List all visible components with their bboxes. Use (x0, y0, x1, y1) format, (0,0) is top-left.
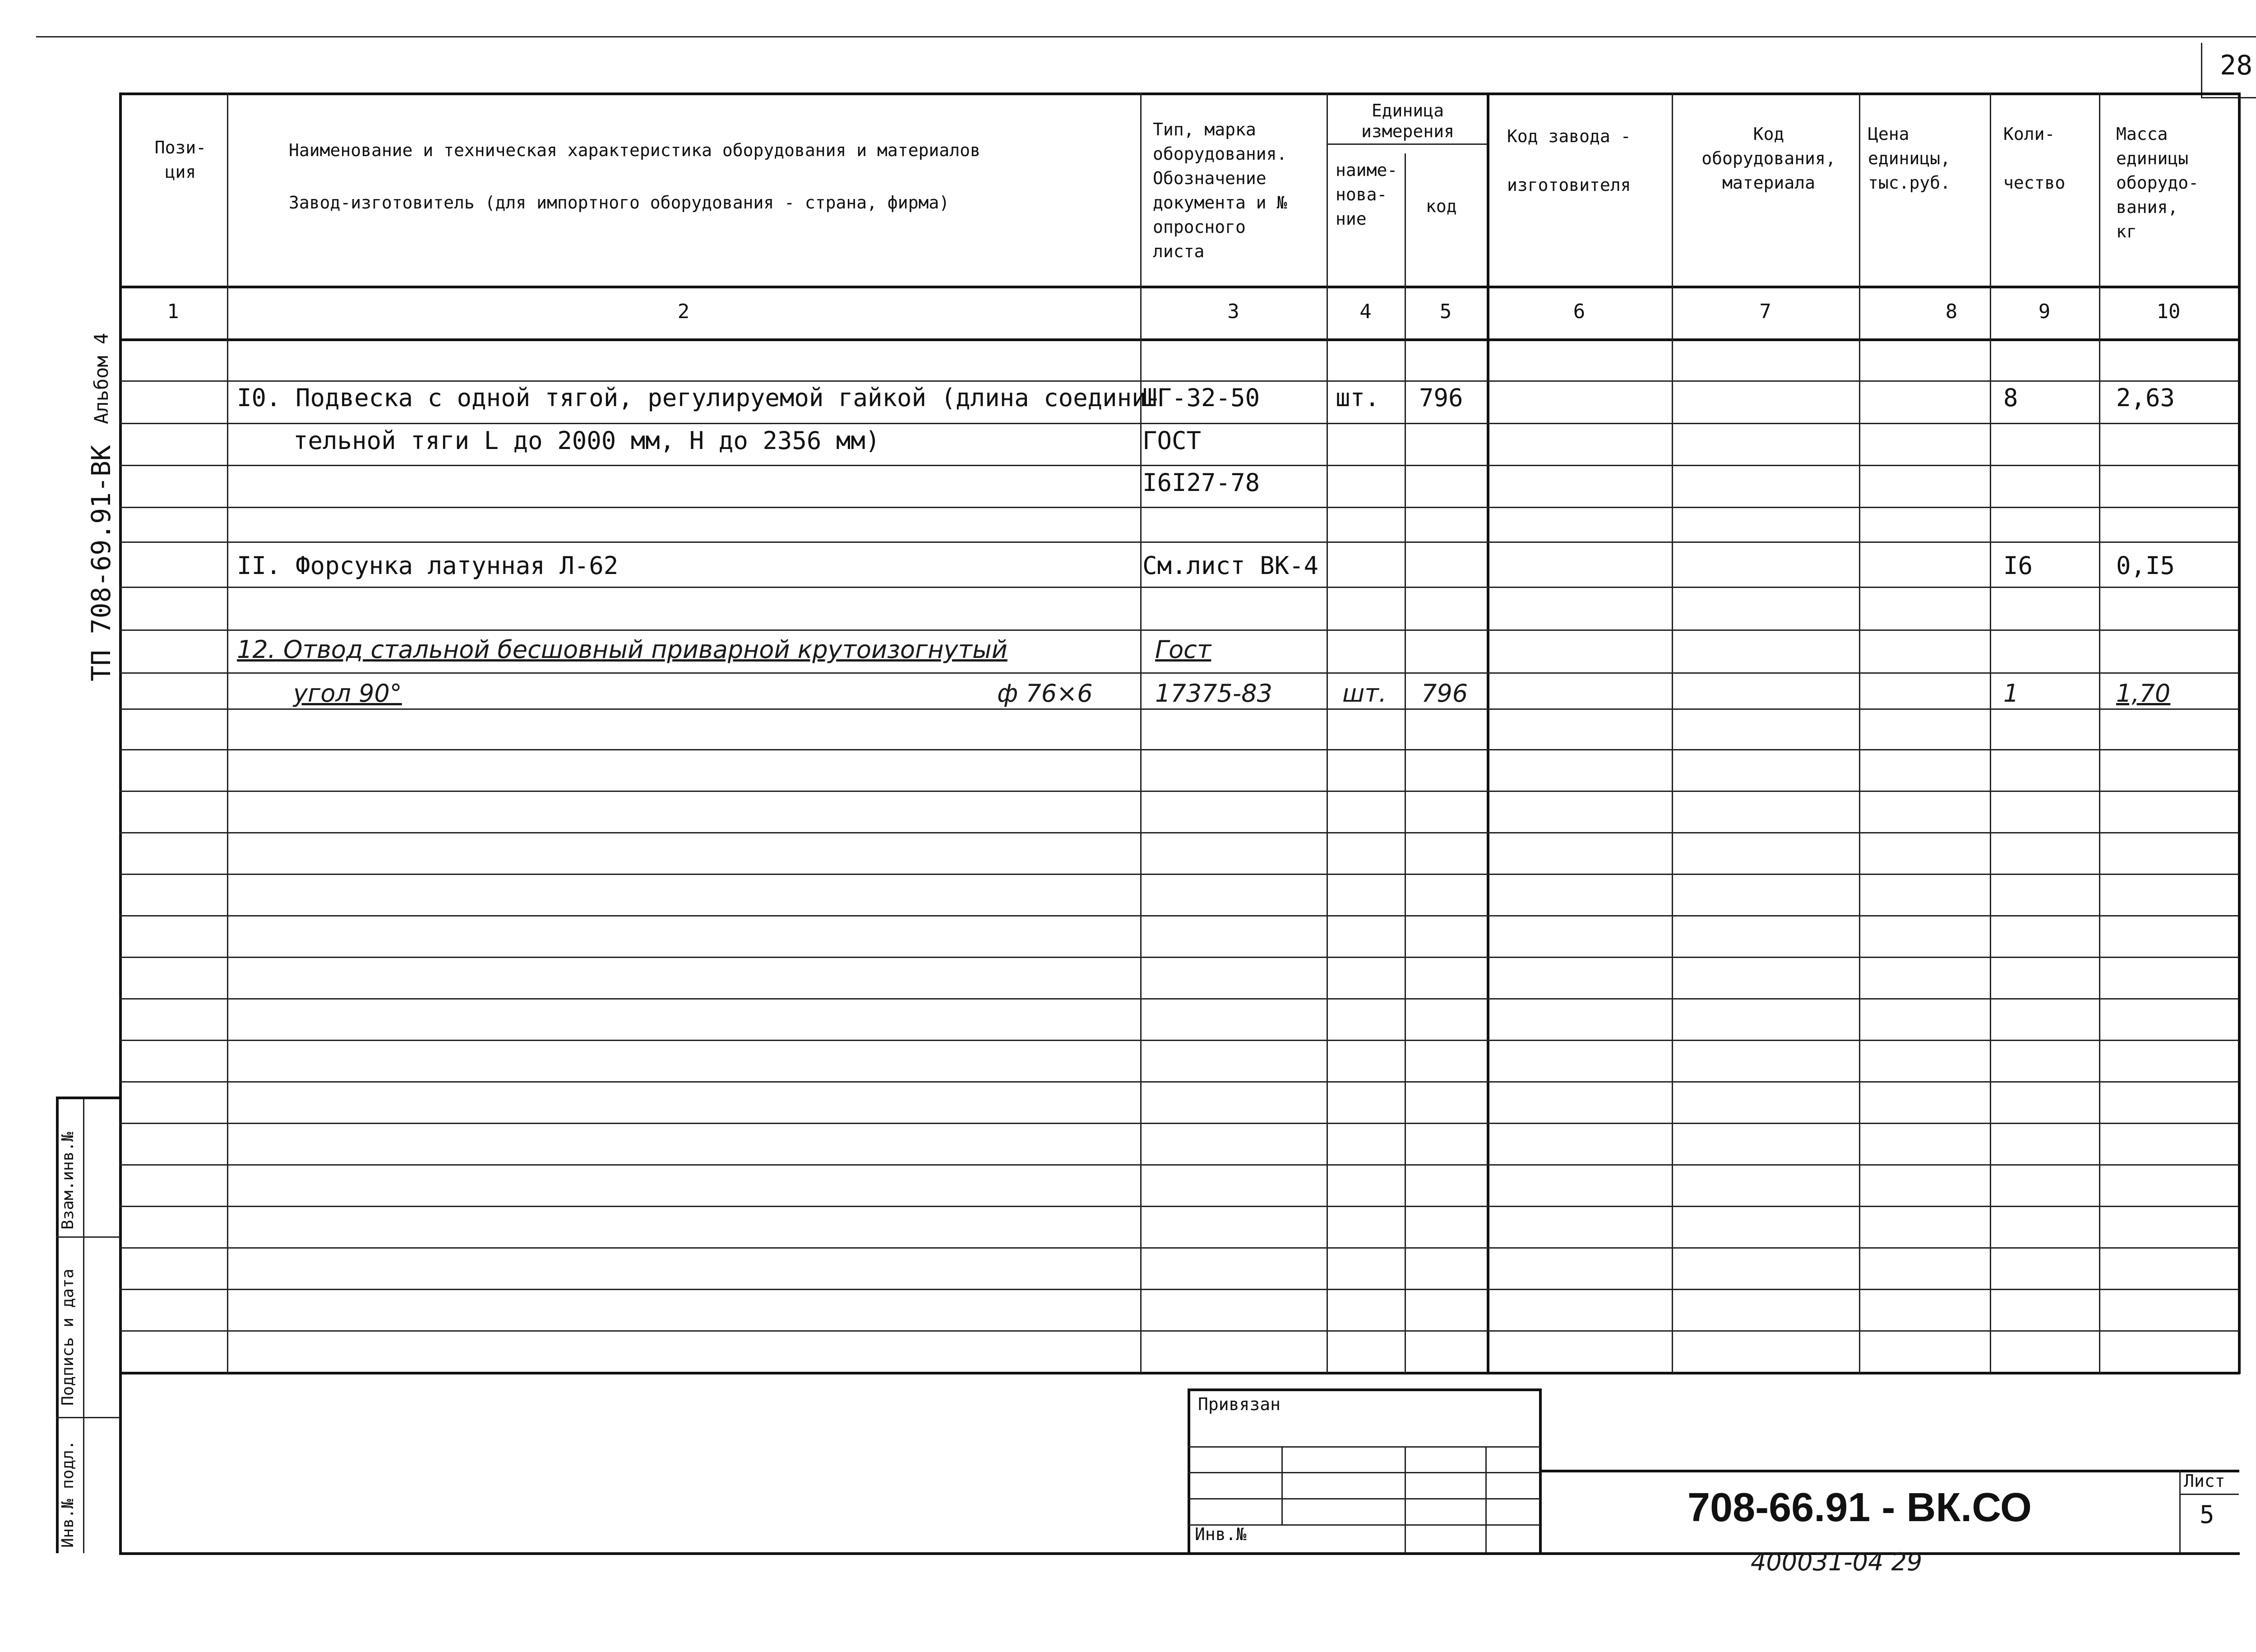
table-numbers-bottom (119, 338, 2240, 341)
col-line-4 (1405, 153, 1406, 1373)
row-10-code: 796 (1419, 384, 1463, 412)
left-stamp-inv: Инв.№ подл. (59, 1440, 77, 1548)
row-12b-name: угол 90° (293, 679, 402, 708)
col-num-2: 2 (677, 300, 690, 323)
table-row-line (119, 507, 2239, 508)
col-num-6: 6 (1573, 300, 1586, 323)
table-row-line (119, 629, 2239, 631)
table-row-line (119, 957, 2239, 958)
row-10-name: I0. Подвеска с одной тягой, регулируемой гайкой (длина соедини- (237, 384, 1161, 412)
row-11-qty: I6 (2003, 551, 2033, 580)
row-10-unit: шт. (1336, 384, 1380, 412)
header-quantity: Коли- чество (2003, 124, 2066, 193)
corner-box-bottom (2201, 97, 2256, 98)
col-num-3: 3 (1227, 300, 1239, 323)
table-row-line (119, 915, 2239, 916)
col-line-1 (227, 93, 228, 1373)
inv-no-label: Инв.№ (1195, 1524, 1247, 1544)
table-body-bottom (119, 1372, 2240, 1374)
left-stamp-mid (83, 1097, 84, 1553)
row-12-name: 12. Отвод стальной бесшовный приварной крутоизогнутый (237, 635, 1008, 664)
row-12b-type: 17375-83 (1155, 679, 1272, 708)
row-12b-qty: 1 (2003, 679, 2019, 708)
row-10-qty: 8 (2003, 384, 2018, 412)
table-right-border (2238, 93, 2241, 1374)
privyazan-col2 (1405, 1446, 1406, 1552)
col-line-6 (1672, 93, 1673, 1373)
table-row-line (119, 1289, 2239, 1290)
col-line-8 (1990, 93, 1991, 1373)
table-top-border (119, 93, 2240, 95)
left-stamp-top (56, 1097, 120, 1099)
header-name-line2: Завод-изготовитель (для импортного оборудования - страна, фирма) (289, 193, 950, 213)
list-label: Лист (2184, 1471, 2225, 1491)
privyazan-label: Привязан (1198, 1394, 1281, 1414)
privyazan-row1 (1188, 1446, 1540, 1448)
designation-top (1539, 1470, 2239, 1472)
privyazan-row3 (1188, 1498, 1540, 1499)
row-10c-type: I6I27-78 (1142, 468, 1260, 497)
document-designation: 708-66.91 - ВК.СО (1687, 1485, 2032, 1530)
row-11-type: См.лист ВК-4 (1142, 551, 1319, 580)
table-row-line (119, 998, 2239, 1000)
col-num-5: 5 (1439, 300, 1452, 323)
col-line-7 (1859, 93, 1860, 1373)
privyazan-col1 (1281, 1446, 1283, 1525)
row-10b-name: тельной тяги L до 2000 мм, Н до 2356 мм) (293, 426, 880, 455)
privyazan-col3 (1485, 1446, 1487, 1552)
col-num-4: 4 (1359, 300, 1372, 323)
list-box-left (2179, 1470, 2181, 1553)
row-12b-unit: шт. (1342, 679, 1387, 708)
table-row-line (119, 1123, 2239, 1124)
header-price: Цена единицы, тыс.руб. (1868, 124, 1951, 193)
table-row-line (119, 1206, 2239, 1207)
col-num-9: 9 (2038, 300, 2051, 323)
table-row-line (119, 791, 2239, 792)
row-10-type: ШГ-32-50 (1142, 384, 1260, 412)
table-row-line (119, 672, 2239, 674)
col-num-1: 1 (167, 300, 179, 323)
privyazan-row2 (1188, 1472, 1540, 1473)
header-unit-code: код (1426, 196, 1457, 216)
header-unit: Единица измерения (1361, 101, 1454, 141)
list-box-mid (2179, 1494, 2239, 1495)
header-equip-code: Код оборудования, материала (1701, 124, 1836, 193)
row-12-type: Гост (1155, 635, 1211, 664)
table-row-line (119, 1330, 2239, 1332)
row-10-mass: 2,63 (2116, 384, 2175, 412)
privyazan-left (1188, 1388, 1190, 1553)
col-line-3 (1327, 93, 1328, 1373)
corner-box-left (2201, 43, 2202, 97)
unit-subheader-line (1327, 143, 1487, 145)
table-header-bottom (119, 286, 2240, 288)
header-plant-code: Код завода - изготовителя (1507, 126, 1631, 195)
table-row-line (119, 749, 2239, 750)
table-row-line (119, 1081, 2239, 1083)
col-line-5 (1487, 93, 1489, 1373)
table-row-line (119, 423, 2239, 424)
table-row-line (119, 874, 2239, 875)
table-row-line (119, 380, 2239, 382)
top-rule (36, 36, 2256, 37)
col-line-2 (1140, 93, 1142, 1373)
col-line-9 (2099, 93, 2100, 1373)
corner-sheet-number: 28 (2220, 50, 2253, 81)
archive-number: 400031-04 29 (1751, 1548, 1923, 1576)
left-stamp-div1 (56, 1236, 120, 1238)
side-album: Альбом 4 (90, 333, 112, 424)
row-12b-size: ф 76×6 (997, 679, 1093, 708)
left-stamp-div2 (56, 1417, 120, 1418)
col-num-8: 8 (1945, 300, 1958, 323)
col-num-10: 10 (2156, 300, 2181, 323)
left-stamp-podpis: Подпись и дата (59, 1268, 77, 1406)
table-row-line (119, 465, 2239, 466)
table-row-line (119, 1247, 2239, 1249)
row-12b-mass: 1,70 (2116, 679, 2171, 708)
table-row-line (119, 1040, 2239, 1041)
header-position: Пози- ция (154, 138, 207, 182)
list-number: 5 (2200, 1500, 2214, 1529)
col-num-7: 7 (1759, 300, 1771, 323)
side-project-code: ТП 708-69.91-ВК (86, 445, 116, 681)
header-name-line1: Наименование и техническая характеристика оборудования и материалов (289, 140, 980, 160)
privyazan-top (1188, 1388, 1540, 1391)
row-11-mass: 0,I5 (2116, 551, 2175, 580)
table-row-line (119, 541, 2239, 543)
left-stamp-vzam: Взам.инв.№ (59, 1132, 77, 1230)
table-row-line (119, 832, 2239, 833)
row-11-name: II. Форсунка латунная Л-62 (237, 551, 619, 580)
table-row-line (119, 1164, 2239, 1166)
row-10b-type: ГОСТ (1142, 426, 1202, 455)
row-12b-code: 796 (1421, 679, 1468, 708)
header-type: Тип, марка оборудования. Обозначение документа и № опросного листа (1153, 120, 1287, 261)
table-row-line (119, 587, 2239, 588)
header-unit-name: наиме- нова- ние (1336, 160, 1398, 229)
table-row-line (119, 708, 2239, 710)
header-mass: Масса единицы оборудо- вания, кг (2116, 124, 2199, 241)
